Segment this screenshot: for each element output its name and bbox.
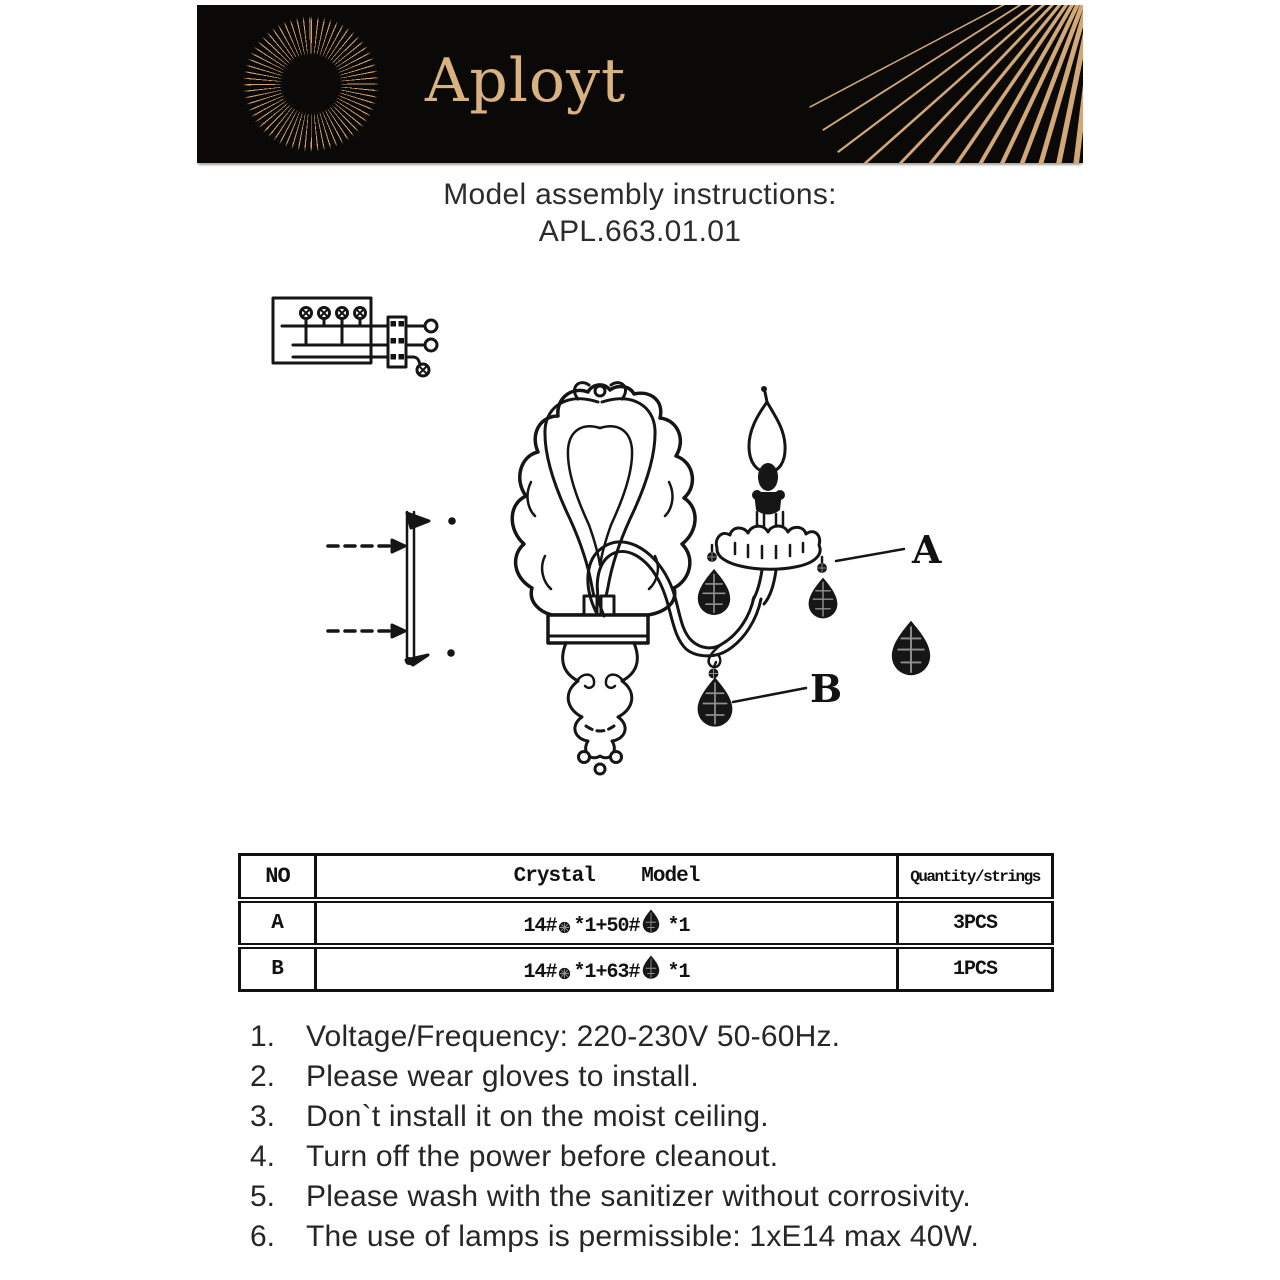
label-a: A xyxy=(912,527,942,572)
item-text: The use of lamps is permissible: 1xE14 max 40W. xyxy=(306,1220,980,1253)
item-text: Please wash with the sanitizer without corrosivity. xyxy=(306,1180,971,1213)
table-row xyxy=(240,900,1053,946)
sconce-mounting-band xyxy=(548,596,648,774)
list-item xyxy=(250,1220,1080,1253)
parts-table xyxy=(238,853,1054,992)
model-text: *1 xyxy=(667,915,690,938)
part-qty: 3PCS xyxy=(898,900,1053,946)
item-number: 5. xyxy=(250,1180,276,1213)
list-item xyxy=(250,1180,1080,1213)
model-text: 14# xyxy=(523,961,557,984)
list-item xyxy=(250,1020,1080,1053)
list-item xyxy=(250,1060,1080,1093)
wall-bracket-icon xyxy=(328,512,456,665)
part-qty: 1PCS xyxy=(898,946,1053,991)
model-text: *1+50# xyxy=(573,915,640,938)
page-title: Model assembly instructions: xyxy=(443,178,837,211)
table-row xyxy=(240,946,1053,991)
candle-and-bobeche xyxy=(716,386,820,604)
item-text: Please wear gloves to install. xyxy=(306,1060,699,1093)
title-block xyxy=(0,176,1280,250)
brand-banner xyxy=(197,5,1083,163)
item-number: 1. xyxy=(250,1020,276,1053)
item-number: 2. xyxy=(250,1060,276,1093)
brand-name: Aployt xyxy=(425,46,627,116)
bead-crystal-icon xyxy=(557,920,572,935)
part-no: B xyxy=(240,946,316,991)
label-a-pointer xyxy=(836,549,904,561)
instructions-list xyxy=(250,1020,1080,1260)
label-b: B xyxy=(810,666,843,711)
item-number: 6. xyxy=(250,1220,276,1253)
model-code: APL.663.01.01 xyxy=(538,215,742,248)
teardrop-crystal-icon xyxy=(641,954,661,981)
crystal-a-right xyxy=(809,557,838,618)
model-text: *1 xyxy=(667,961,690,984)
item-number: 4. xyxy=(250,1140,276,1173)
table-header-row xyxy=(240,855,1053,901)
list-item xyxy=(250,1100,1080,1133)
item-text: Don`t install it on the moist ceiling. xyxy=(306,1100,769,1133)
label-b-pointer xyxy=(733,688,806,702)
part-model xyxy=(316,946,898,991)
part-no: A xyxy=(240,900,316,946)
col-header-qty: Quantity/strings xyxy=(898,855,1053,901)
model-text: 14# xyxy=(523,915,557,938)
item-text: Voltage/Frequency: 220-230V 50-60Hz. xyxy=(306,1020,841,1053)
item-number: 3. xyxy=(250,1100,276,1133)
bead-crystal-icon xyxy=(557,966,572,981)
model-text: *1+63# xyxy=(573,961,640,984)
crystal-loose xyxy=(892,621,930,675)
col-header-model: Crystal Model xyxy=(316,855,898,901)
col-header-no: NO xyxy=(240,855,316,901)
wiring-diagram-icon xyxy=(273,298,437,376)
part-model xyxy=(316,900,898,946)
crystal-b xyxy=(698,662,733,727)
item-text: Turn off the power before cleanout. xyxy=(306,1140,779,1173)
assembly-diagram xyxy=(240,270,1010,790)
decorative-rays-icon xyxy=(197,5,1083,163)
teardrop-crystal-icon xyxy=(641,908,661,935)
list-item xyxy=(250,1140,1080,1173)
